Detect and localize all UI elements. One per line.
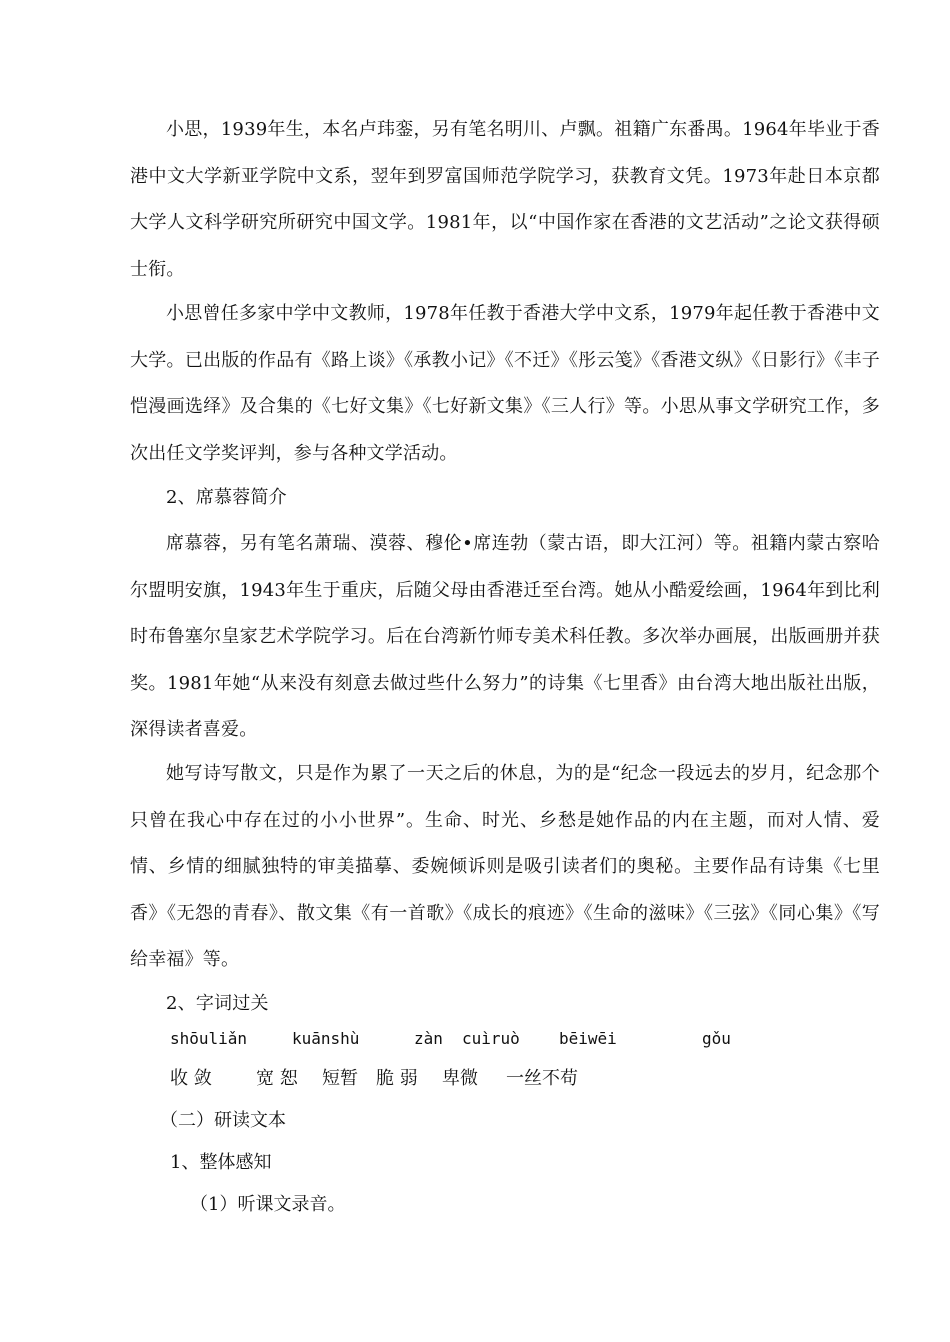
pinyin-item: shōuliǎn: [170, 1029, 248, 1048]
vocabulary-item: 卑微: [442, 1068, 478, 1089]
paragraph-xi-murong-works: 她写诗写散文，只是作为累了一天之后的休息，为的是“纪念一段远去的岁月，纪念那个只曾在我心中存在过的小小世界”。生命、时光、乡愁是她作品的内在主题，而对人情、爱情、乡情的细腻独特的审美描摹、委婉倾诉则是吸引读者们的奥秘。主要作品有诗集《七里香》《无怨的青春》、散文集《有一首歌》《成长的痕迹》《生命的滋味》《三弦》《同心集》《写给幸福》等。: [130, 763, 880, 970]
pinyin-row: [170, 1024, 770, 1054]
pinyin-item: kuānshù: [292, 1029, 360, 1048]
vocabulary-item: 一丝不苟: [506, 1068, 578, 1089]
heading-study-text: （二）研读文本: [160, 1110, 286, 1131]
paragraph-xiaosi-bio: 小思，1939年生，本名卢玮銮，另有笔名明川、卢飘。祖籍广东番禺。1964年毕业于香港中文大学新亚学院中文系，翌年到罗富国师范学院学习，获教育文凭。1973年赴日本京都大学人文科学研究所研究中国文学。1981年，以“中国作家在香港的文艺活动”之论文获得硕士衔。: [130, 119, 880, 280]
vocabulary-item: 短暂: [322, 1068, 358, 1089]
paragraph-xi-murong-bio: 席慕蓉，另有笔名萧瑞、漠蓉、穆伦•席连勃（蒙古语，即大江河）等。祖籍内蒙古察哈尔盟明安旗，1943年生于重庆，后随父母由香港迁至台湾。她从小酷爱绘画，1964年到比利时布鲁塞尔皇家艺术学院学习。后在台湾新竹师专美术科任教。多次举办画展，出版画册并获奖。1981年她“从来没有刻意去做过些什么努力”的诗集《七里香》由台湾大地出版社出版，深得读者喜爱。: [130, 533, 880, 740]
pinyin-item: cuìruò: [462, 1029, 520, 1048]
vocabulary-item: 宽 恕: [256, 1068, 298, 1089]
pinyin-item: bēiwēi: [559, 1029, 617, 1048]
heading-overall-perception: 1、整体感知: [170, 1152, 272, 1173]
vocabulary-item: 脆 弱: [376, 1068, 418, 1089]
heading-vocabulary: 2、字词过关: [166, 993, 269, 1014]
heading-xi-murong-intro: 2、席慕蓉简介: [166, 487, 287, 508]
pinyin-item: gǒu: [702, 1029, 731, 1048]
paragraph-xiaosi-works: 小思曾任多家中学中文教师，1978年任教于香港大学中文系，1979年起任教于香港中文大学。已出版的作品有《路上谈》《承教小记》《不迁》《彤云笺》《香港文纵》《日影行》《丰子恺漫画选绎》及合集的《七好文集》《七好新文集》《三人行》等。小思从事文学研究工作，多次出任文学奖评判，参与各种文学活动。: [130, 303, 880, 464]
item-listen-recording: （1）听课文录音。: [190, 1194, 346, 1215]
vocabulary-row: [170, 1064, 770, 1094]
vocabulary-item: 收 敛: [170, 1068, 212, 1089]
pinyin-item: zàn: [414, 1029, 443, 1048]
